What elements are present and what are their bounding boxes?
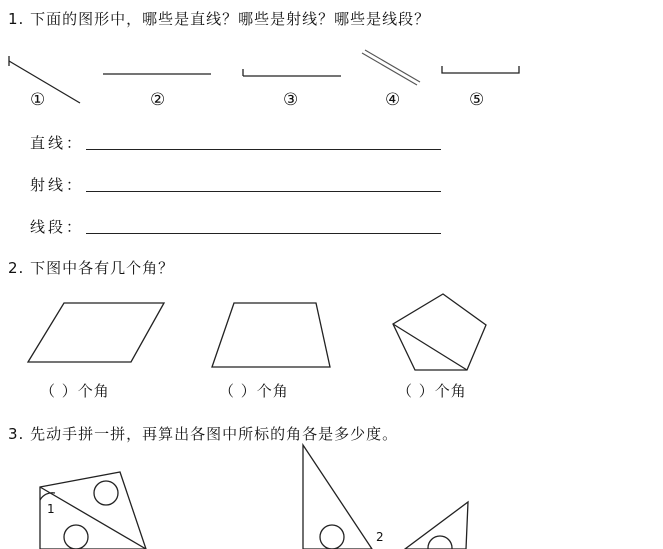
label-figure-4: ④	[385, 90, 401, 110]
answer-pentagon[interactable]: （ ）个角	[397, 382, 467, 400]
label-figure-2: ②	[150, 90, 166, 110]
answer-label-segment: 线段：	[30, 218, 85, 236]
trapezoid-shape	[212, 303, 330, 367]
label-figure-5: ⑤	[469, 90, 485, 110]
label-figure-1: ①	[30, 90, 46, 110]
figure-3-segment	[243, 69, 341, 76]
question-2-title: 2. 下图中各有几个角？	[8, 259, 175, 277]
angle-label-2: 2	[376, 530, 385, 544]
answer-trapezoid[interactable]: （ ）个角	[219, 382, 289, 400]
answer-field-line[interactable]	[86, 149, 441, 150]
answer-label-ray: 射线：	[30, 176, 85, 194]
answer-label-line: 直线：	[30, 134, 85, 152]
figure-4-line	[362, 50, 420, 85]
figure-5-segment	[442, 66, 519, 73]
label-figure-3: ③	[283, 90, 299, 110]
angle-label-1: 1	[47, 502, 56, 516]
answer-field-segment[interactable]	[86, 233, 441, 234]
set-square-3	[405, 502, 468, 549]
answer-field-ray[interactable]	[86, 191, 441, 192]
set-square-1	[40, 472, 146, 549]
question-3-title: 3. 先动手拼一拼，再算出各图中所标的角各是多少度。	[8, 425, 399, 443]
answer-parallelogram[interactable]: （ ）个角	[40, 382, 110, 400]
set-square-2	[303, 445, 372, 549]
pentagon-shape	[393, 294, 486, 370]
parallelogram-shape	[28, 303, 164, 362]
question-1-title: 1. 下面的图形中，哪些是直线？哪些是射线？哪些是线段？	[8, 10, 431, 28]
